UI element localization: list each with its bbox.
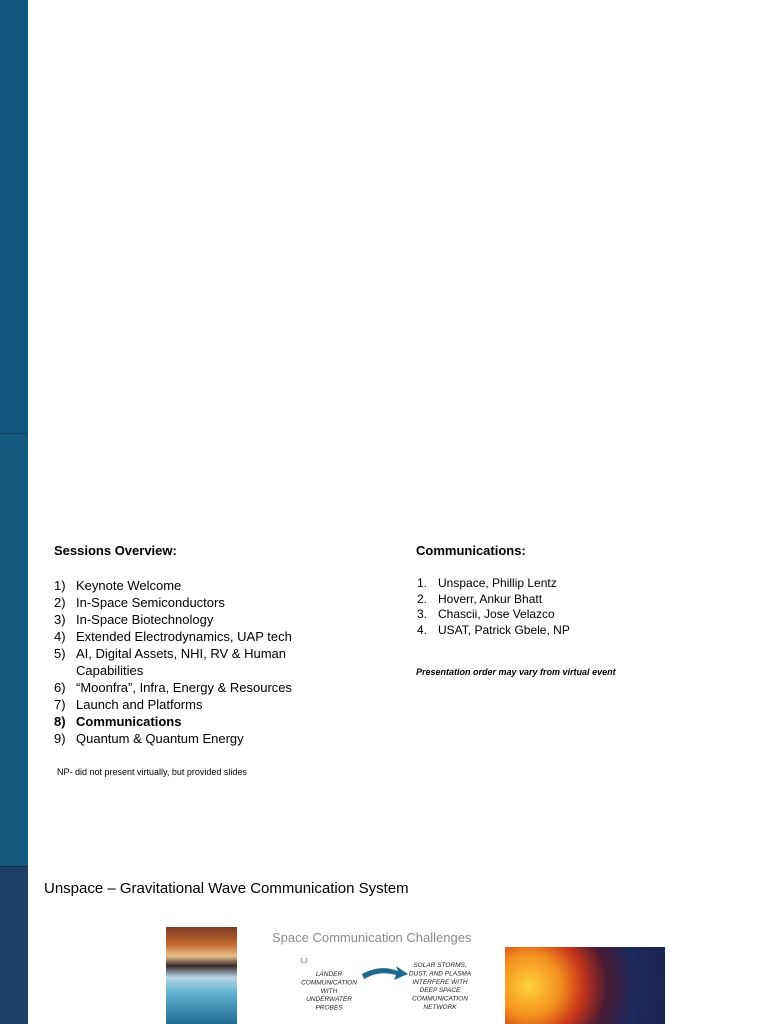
- probe-icon: [301, 958, 307, 963]
- session-label: “Moonfra”, Infra, Energy & Resources: [76, 680, 293, 695]
- slide-accent-bar: [0, 433, 28, 866]
- session-item: [54, 594, 324, 611]
- session-item: [54, 628, 324, 645]
- slide-blank: [0, 0, 768, 433]
- session-label: Launch and Platforms: [76, 697, 203, 712]
- session-number: 6): [54, 680, 66, 695]
- slide-title: Unspace – Gravitational Wave Communication System: [44, 880, 409, 897]
- session-number: 5): [54, 646, 66, 661]
- session-number: 1): [54, 578, 66, 593]
- session-number: 7): [54, 697, 66, 712]
- diagram-text-line: SOLAR STORMS,: [413, 962, 467, 969]
- session-number: 2): [54, 595, 66, 610]
- session-item: [54, 679, 324, 696]
- communications-number: 1.: [417, 576, 428, 590]
- session-item: [54, 713, 324, 730]
- session-item: [54, 611, 324, 628]
- diagram-text-line: COMMUNICATION: [301, 979, 357, 987]
- presentation-order-note: Presentation order may vary from virtual event: [416, 667, 616, 677]
- communications-label: Unspace, Phillip Lentz: [438, 576, 557, 590]
- ocean-world-image: [166, 927, 237, 1024]
- session-label: In-Space Biotechnology: [76, 612, 214, 627]
- diagram-text-line: WITH: [320, 987, 338, 995]
- session-label: Keynote Welcome: [76, 578, 182, 593]
- communications-number: 4.: [417, 622, 428, 637]
- communications-label: Hoverr, Ankur Bhatt: [438, 591, 543, 606]
- communications-item: [417, 607, 717, 623]
- communications-number: 3.: [417, 607, 428, 621]
- solar-magnetosphere-image: [505, 947, 665, 1024]
- arrow-icon: [362, 966, 408, 980]
- communications-list: [417, 576, 717, 638]
- diagram-text-line: INTERFERE WITH: [412, 978, 468, 986]
- session-label: In-Space Semiconductors: [76, 595, 225, 610]
- communications-item: [417, 592, 717, 608]
- slide-sessions-overview: [0, 433, 768, 866]
- session-item: [54, 730, 324, 747]
- session-number: 4): [54, 629, 66, 644]
- session-label: Quantum & Quantum Energy: [76, 731, 244, 746]
- slide-accent-bar: [0, 0, 28, 433]
- session-number: 8): [54, 714, 66, 729]
- left-diagram-text: [301, 971, 357, 1012]
- slide-unspace: [0, 866, 768, 1024]
- session-item: [54, 577, 324, 594]
- diagram-text-line: DEEP SPACE: [419, 987, 461, 995]
- sessions-list: [54, 577, 324, 747]
- sessions-heading: Sessions Overview:: [54, 543, 177, 558]
- diagram-text-line: NETWORK: [423, 1004, 457, 1011]
- session-label: AI, Digital Assets, NHI, RV & Human Capabilities: [76, 646, 286, 678]
- diagram-text-line: UNDERWATER: [306, 996, 352, 1004]
- slide-accent-bar: [0, 866, 28, 1024]
- session-number: 9): [54, 731, 66, 746]
- session-label: Communications: [76, 714, 182, 729]
- diagram-text-line: LANDER: [315, 971, 343, 978]
- session-item: [54, 645, 324, 679]
- communications-number: 2.: [417, 591, 428, 606]
- session-item: [54, 696, 324, 713]
- diagram-text-line: PROBES: [315, 1004, 343, 1012]
- challenges-diagram: [296, 958, 476, 1024]
- footnote: NP- did not present virtually, but provided slides: [57, 767, 247, 777]
- communications-label: Chascii, Jose Velazco: [438, 607, 555, 621]
- diagram-text-line: COMMUNICATION: [412, 995, 468, 1003]
- session-number: 3): [54, 612, 66, 627]
- communications-label: USAT, Patrick Gbele, NP: [438, 622, 570, 637]
- right-diagram-text: [409, 962, 471, 1011]
- communications-heading: Communications:: [416, 543, 526, 558]
- session-label: Extended Electrodynamics, UAP tech: [76, 629, 292, 644]
- slide-subtitle: Space Communication Challenges: [272, 930, 472, 945]
- communications-item: [417, 623, 717, 639]
- diagram-text-line: DUST, AND PLASMA: [408, 970, 472, 978]
- communications-item: [417, 576, 717, 592]
